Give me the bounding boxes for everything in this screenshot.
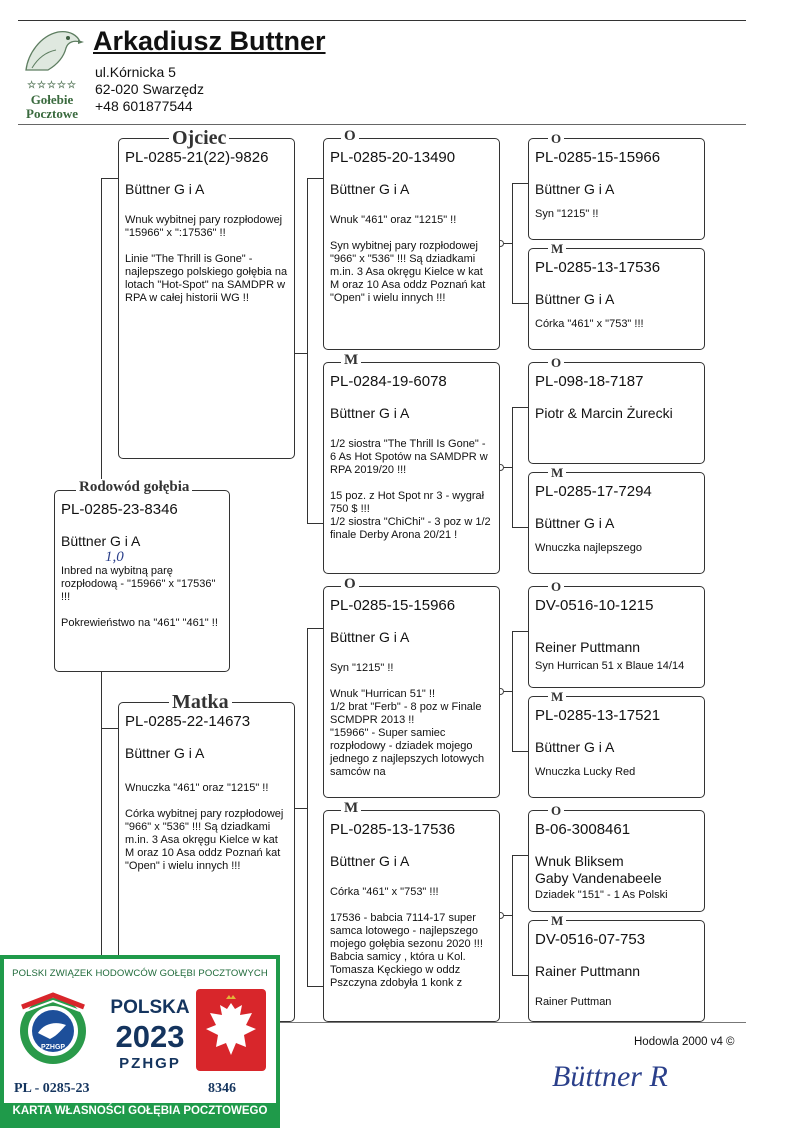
mmm-reg: DV-0516-07-753 bbox=[535, 931, 646, 948]
fm-note: 1/2 siostra "The Thrill Is Gone" - 6 As Hot Spotów na SAMDPR w RPA 2019/20 !!! 15 poz. z Hot Spot nr 3 - wygrał 750 $ !!! 1/2 siostra "ChiChi" - 3 poz w 1/2 finale Derby Arona 20/21 ! bbox=[330, 438, 491, 541]
fmm-tag: M bbox=[548, 465, 566, 481]
fff-box bbox=[528, 138, 705, 240]
breeder-phone: +48 601877544 bbox=[95, 98, 193, 114]
mm-box bbox=[323, 810, 500, 1022]
mm-tag: M bbox=[341, 800, 361, 816]
footer-rule bbox=[280, 1022, 746, 1023]
mf-owner: Büttner G i A bbox=[330, 629, 410, 645]
ff-reg: PL-0285-20-13490 bbox=[330, 149, 456, 166]
mm-note: Córka "461" x "753" !!! 17536 - babcia 7114-17 super samca lotowego - najlepszego mojego gołębia sezonu 2020 !!! Babcia samicy , która u Kol. Tomasza Kęckiego w oddz Pszczyna zdobyła 1 konk z bbox=[330, 886, 483, 989]
logo bbox=[18, 26, 86, 121]
fmf-tag: O bbox=[548, 355, 564, 371]
mm-reg: PL-0285-13-17536 bbox=[330, 821, 456, 838]
mfm-owner: Büttner G i A bbox=[535, 739, 615, 755]
subject-tag: Rodowód gołębia bbox=[76, 479, 192, 495]
connector bbox=[294, 353, 307, 354]
connector bbox=[101, 178, 102, 493]
mf-reg: PL-0285-15-15966 bbox=[330, 597, 456, 614]
mmm-tag: M bbox=[548, 913, 566, 929]
mff-note: Syn Hurrican 51 x Blaue 14/14 bbox=[535, 660, 685, 672]
card-org-name: POLSKI ZWIĄZEK HODOWCÓW GOŁĘBI POCZTOWYCH bbox=[12, 968, 268, 979]
fmm-note: Wnuczka najlepszego bbox=[535, 542, 643, 554]
fmf-reg: PL-098-18-7187 bbox=[535, 373, 644, 390]
connector bbox=[512, 631, 513, 751]
pigeon-logo-icon bbox=[18, 26, 86, 74]
mff-owner: Reiner Puttmann bbox=[535, 639, 641, 655]
mmf-owner-2: Gaby Vandenabeele bbox=[535, 870, 662, 886]
connector bbox=[307, 628, 308, 986]
mff-tag: O bbox=[548, 579, 564, 595]
ff-owner: Büttner G i A bbox=[330, 181, 410, 197]
breeder-name: Arkadiusz Buttner bbox=[93, 26, 326, 56]
ff-tag: O bbox=[341, 128, 359, 144]
father-note: Wnuk wybitnej pary rozpłodowej "15966" x ":17536" !! Linie "The Thrill is Gone" - najlepszego polskiego gołębia na lotach "Hot-Spot" na SAMDPR w RPA w całej historii WG !! bbox=[125, 214, 288, 304]
address-street: ul.Kórnicka 5 bbox=[95, 64, 176, 80]
fmf-owner: Piotr & Marcin Żurecki bbox=[535, 405, 673, 421]
mmf-note: Dziadek "151" - 1 As Polski bbox=[535, 889, 668, 901]
pzhgp-badge-icon bbox=[14, 989, 92, 1067]
fmm-box bbox=[528, 472, 705, 574]
fmm-reg: PL-0285-17-7294 bbox=[535, 483, 652, 500]
subject-note: Inbred na wybitną parę rozpłodową - "15966" x "17536" !!! Pokrewieństwo na "461" "461" !! bbox=[61, 565, 218, 629]
header-rule bbox=[18, 124, 746, 125]
mother-tag: Matka bbox=[169, 691, 232, 713]
mfm-note: Wnuczka Lucky Red bbox=[535, 766, 636, 778]
connector bbox=[307, 523, 323, 524]
logo-text-1: Gołebie bbox=[30, 92, 74, 107]
ffm-box bbox=[528, 248, 705, 350]
breeder-address bbox=[95, 64, 204, 115]
ff-box bbox=[323, 138, 500, 350]
logo-stars: ☆☆☆☆☆ bbox=[27, 80, 77, 91]
mother-reg: PL-0285-22-14673 bbox=[125, 713, 251, 730]
mff-reg: DV-0516-10-1215 bbox=[535, 597, 654, 614]
card-ring-number: 8346 bbox=[208, 1081, 236, 1096]
connector bbox=[307, 986, 323, 987]
mmm-note: Rainer Puttman bbox=[535, 996, 612, 1008]
badge-text: PZHGP bbox=[40, 1044, 66, 1051]
mmm-box bbox=[528, 920, 705, 1022]
ownership-card bbox=[0, 955, 280, 1128]
connector bbox=[512, 751, 528, 752]
mmf-owner: Wnuk Bliksem bbox=[535, 853, 624, 869]
mmf-tag: O bbox=[548, 803, 564, 819]
card-caption: KARTA WŁASNOŚCI GOŁĘBIA POCZTOWEGO bbox=[12, 1105, 268, 1117]
mfm-tag: M bbox=[548, 689, 566, 705]
ffm-owner: Büttner G i A bbox=[535, 291, 615, 307]
mf-note: Syn "1215" !! Wnuk "Hurrican 51" !! 1/2 brat "Ferb" - 8 poz w Finale SCMDPR 2013 !! "15966" - Super samiec rozpłodowy - dziadek mojego jednego z najlepszych lotowych samców na bbox=[330, 662, 485, 778]
fm-box bbox=[323, 362, 500, 574]
father-reg: PL-0285-21(22)-9826 bbox=[125, 149, 269, 166]
signature: Büttner R bbox=[552, 1060, 668, 1093]
card-country: POLSKA bbox=[110, 997, 190, 1018]
mf-box bbox=[323, 586, 500, 798]
card-inner bbox=[4, 959, 276, 1103]
subject-reg: PL-0285-23-8346 bbox=[61, 501, 178, 518]
mfm-reg: PL-0285-13-17521 bbox=[535, 707, 661, 724]
connector bbox=[512, 407, 528, 408]
card-ring-prefix: PL - 0285-23 bbox=[14, 1081, 90, 1096]
fmm-owner: Büttner G i A bbox=[535, 515, 615, 531]
connector bbox=[512, 855, 528, 856]
father-box bbox=[118, 138, 295, 459]
father-tag: Ojciec bbox=[169, 127, 229, 149]
eagle-icon bbox=[196, 989, 266, 1071]
father-owner: Büttner G i A bbox=[125, 181, 205, 197]
connector bbox=[294, 808, 307, 809]
ffm-tag: M bbox=[548, 241, 566, 257]
subject-sex-handwritten: 1,0 bbox=[105, 549, 124, 565]
connector bbox=[512, 407, 513, 527]
fff-reg: PL-0285-15-15966 bbox=[535, 149, 661, 166]
polish-eagle-emblem bbox=[196, 989, 266, 1071]
connector bbox=[512, 183, 513, 303]
ffm-note: Córka "461" x "753" !!! bbox=[535, 318, 644, 330]
connector bbox=[512, 631, 528, 632]
address-city: 62-020 Swarzędz bbox=[95, 81, 204, 97]
connector bbox=[307, 628, 323, 629]
connector bbox=[512, 527, 528, 528]
mff-box bbox=[528, 586, 705, 688]
mm-owner: Büttner G i A bbox=[330, 853, 410, 869]
fm-owner: Büttner G i A bbox=[330, 405, 410, 421]
connector bbox=[307, 178, 323, 179]
ffm-reg: PL-0285-13-17536 bbox=[535, 259, 661, 276]
fm-tag: M bbox=[341, 352, 361, 368]
fm-reg: PL-0284-19-6078 bbox=[330, 373, 447, 390]
connector bbox=[512, 975, 528, 976]
fmf-box bbox=[528, 362, 705, 464]
mfm-box bbox=[528, 696, 705, 798]
card-year: 2023 bbox=[115, 1019, 185, 1054]
fff-note: Syn "1215" !! bbox=[535, 208, 599, 220]
connector bbox=[512, 303, 528, 304]
ff-note: Wnuk "461" oraz "1215" !! Syn wybitnej pary rozpłodowej "966" x "536" !!! Są dziadkami m.in. 3 Asa okręgu Kielce w kat M oraz 10 Asa oddz Poznań kat "Open" i wielu innych !!! bbox=[330, 214, 486, 304]
logo-text-2: Pocztowe bbox=[26, 106, 78, 121]
fff-owner: Büttner G i A bbox=[535, 181, 615, 197]
subject-owner: Büttner G i A bbox=[61, 533, 141, 549]
connector bbox=[307, 178, 308, 523]
connector bbox=[512, 183, 528, 184]
fff-tag: O bbox=[548, 131, 564, 147]
software-credit: Hodowla 2000 v4 © bbox=[634, 1036, 735, 1048]
card-title-block bbox=[104, 997, 196, 1072]
mother-owner: Büttner G i A bbox=[125, 745, 205, 761]
top-rule bbox=[18, 20, 746, 21]
mother-note: Wnuczka "461" oraz "1215" !! Córka wybitnej pary rozpłodowej "966" x "536" !!! Są dziadkami m.in. 3 Asa okręgu Kielce w kat M oraz 10 Asa oddz Poznań kat "Open" i wielu innych !!! bbox=[125, 782, 284, 872]
mmf-reg: B-06-3008461 bbox=[535, 821, 631, 838]
subject-pigeon-box bbox=[54, 490, 230, 672]
card-org-abbr: PZHGP bbox=[119, 1055, 181, 1072]
connector bbox=[512, 855, 513, 975]
mmf-box bbox=[528, 810, 705, 912]
mmm-owner: Rainer Puttmann bbox=[535, 963, 641, 979]
mf-tag: O bbox=[341, 576, 359, 592]
